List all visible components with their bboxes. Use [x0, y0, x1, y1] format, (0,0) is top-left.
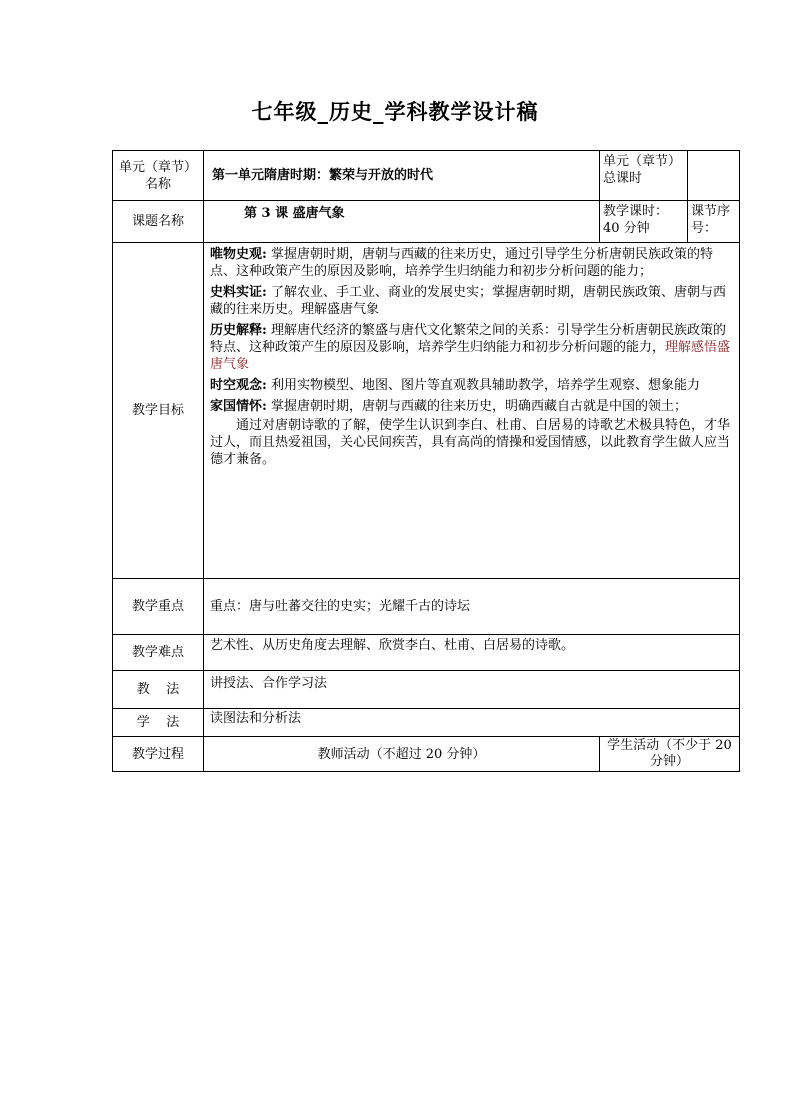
key-points-row [113, 579, 740, 635]
objectives-content [204, 243, 740, 579]
teaching-method-label: 教 法 [113, 671, 204, 709]
process-row [113, 737, 740, 772]
objective-poetry: 通过对唐朝诗歌的了解，使学生认识到李白、杜甫、白居易的诗歌艺术极具特色，才华过人，而且热爱祖国，关心民间疾苦，具有高尚的情操和爱国情感，以此教育学生做人应当德才兼备。 [210, 418, 731, 467]
key-points-value: 重点：唐与吐蕃交往的史实；光耀千古的诗坛 [204, 579, 740, 635]
objective-spacetime-body: 利用实物模型、地图、图片等直观教具辅助教学，培养学生观察、想象能力 [266, 378, 700, 393]
student-activity-header: 学生活动（不少于 20 分钟） [600, 737, 740, 772]
process-label: 教学过程 [113, 737, 204, 772]
lesson-plan-table [112, 150, 740, 772]
difficulties-label: 教学难点 [113, 635, 204, 671]
learning-method-label: 学 法 [113, 709, 204, 737]
objective-materialism-body: 掌握唐朝时期，唐朝与西藏的往来历史，通过引导学生分析唐朝民族政策的特点、这种政策产生的原因及影响，培养学生归纳能力和初步分析问题的能力； [210, 247, 713, 279]
objective-patriotism-head: 家国情怀: [210, 399, 267, 414]
objective-interpretation [210, 322, 733, 373]
page-title: 七年级_历史_学科教学设计稿 [251, 99, 539, 124]
teacher-activity-header: 教师活动（不超过 20 分钟） [204, 737, 600, 772]
learning-method-value: 读图法和分析法 [204, 709, 740, 737]
learning-method-row [113, 709, 740, 737]
objective-patriotism-body: 掌握唐朝时期，唐朝与西藏的往来历史，明确西藏自古就是中国的领土； [266, 399, 687, 414]
lesson-value: 第 3 课 盛唐气象 [204, 201, 600, 243]
objective-patriotism [210, 398, 733, 415]
lesson-number-label: 课节序号： [688, 201, 740, 243]
objective-spacetime [210, 377, 733, 394]
lesson-label: 课题名称 [113, 201, 204, 243]
unit-label: 单元（章节）名称 [113, 151, 204, 201]
objectives-row [113, 243, 740, 579]
teaching-method-row [113, 671, 740, 709]
key-points-label: 教学重点 [113, 579, 204, 635]
objective-evidence-head: 史料实证: [210, 285, 267, 300]
objective-evidence [210, 284, 733, 318]
objective-evidence-body: 了解农业、手工业、商业的发展史实；掌握唐朝时期，唐朝民族政策、唐朝与西藏的往来历史。理解盛唐气象 [210, 285, 726, 317]
objective-materialism-head: 唯物史观: [210, 247, 267, 262]
objective-materialism [210, 246, 733, 280]
unit-hours-value [688, 151, 740, 201]
objective-interpretation-body: 理解唐代经济的繁盛与唐代文化繁荣之间的关系：引导学生分析唐朝民族政策的特点、这种政策产生的原因及影响，培养学生归纳能力和初步分析问题的能力， [210, 323, 726, 355]
objective-interpretation-red: 理解感悟盛唐气象 [210, 340, 731, 372]
unit-hours-label: 单元（章节）总课时 [600, 151, 688, 201]
lesson-row [113, 201, 740, 243]
unit-row [113, 151, 740, 201]
lesson-hours-label: 教学课时：40 分钟 [600, 201, 688, 243]
teaching-method-value: 讲授法、合作学习法 [204, 671, 740, 709]
objective-interpretation-head: 历史解释: [210, 323, 267, 338]
unit-value: 第一单元隋唐时期：繁荣与开放的时代 [204, 151, 600, 201]
difficulties-row [113, 635, 740, 671]
difficulties-value: 艺术性、从历史角度去理解、欣赏李白、杜甫、白居易的诗歌。 [204, 635, 740, 671]
objectives-label: 教学目标 [113, 243, 204, 579]
objective-spacetime-head: 时空观念: [210, 378, 267, 393]
